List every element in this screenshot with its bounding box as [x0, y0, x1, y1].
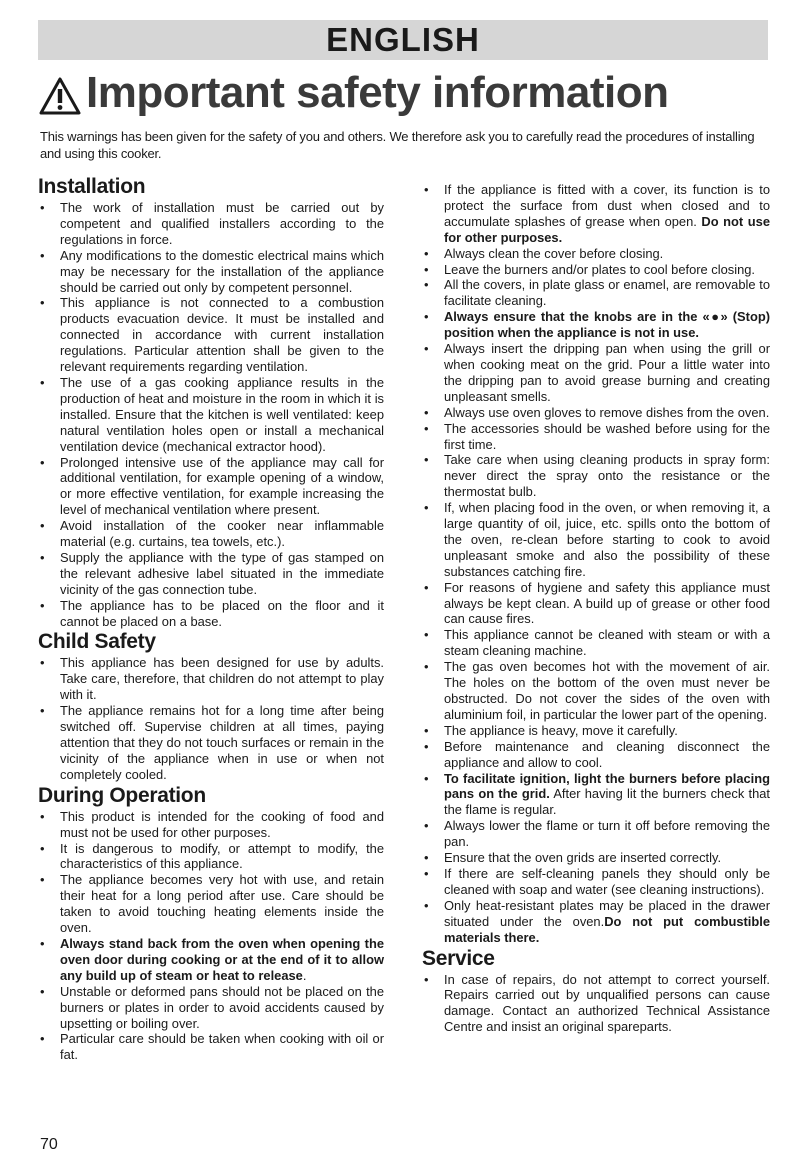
- list-item: • This appliance has been designed for use by adults. Take care, therefore, that children do not attempt to play with it.: [38, 655, 384, 703]
- list-item: • Always use oven gloves to remove dishes from the oven.: [422, 405, 770, 421]
- installation-heading: Installation: [38, 175, 146, 198]
- list-item: • Prolonged intensive use of the appliance may call for additional ventilation, for example opening of a window, or more effective ventilation, for example increasing the level of mechanical ventilation where present.: [38, 455, 384, 519]
- list-item: • Always clean the cover before closing.: [422, 246, 770, 262]
- list-item: • It is dangerous to modify, or attempt to modify, the characteristics of this appliance.: [38, 841, 384, 873]
- item-text: .: [302, 967, 307, 983]
- service-heading: Service: [422, 946, 495, 970]
- list-item: • The appliance has to be placed on the floor and it cannot be placed on a base.: [38, 598, 384, 630]
- left-column: [38, 174, 384, 1063]
- list-item: • The work of installation must be carried out by competent and qualified installers according to the regulations in force.: [38, 200, 384, 248]
- list-item: [422, 898, 770, 946]
- list-item: • All the covers, in plate glass or enamel, are removable to facilitate cleaning.: [422, 277, 770, 309]
- list-item: • Before maintenance and cleaning disconnect the appliance and allow to cool.: [422, 739, 770, 771]
- list-item: • This product is intended for the cooking of food and must not be used for other purposes.: [38, 809, 384, 841]
- list-item: • Take care when using cleaning products in spray form: never direct the spray onto the resistance or the thermostat bulb.: [422, 452, 770, 500]
- list-item: • If, when placing food in the oven, or when removing it, a large quantity of oil, juice, etc. spills onto the bottom of the oven, re-clean before starting to cook to avoid unpleasant smoke and also the possibility of these substances catching fire.: [422, 500, 770, 580]
- list-item: [422, 309, 770, 341]
- list-item: • For reasons of hygiene and safety this appliance must always be kept clean. A build up of grease or other food can cause fires.: [422, 580, 770, 628]
- service-list: [422, 972, 770, 1036]
- warning-icon: [38, 76, 82, 116]
- list-item: • In case of repairs, do not attempt to correct yourself. Repairs carried out by unqualified persons can cause damage. Contact an authorized Technical Assistance Centre and insist an original spareparts.: [422, 972, 770, 1036]
- list-item: • Supply the appliance with the type of gas stamped on the relevant adhesive label situated in the immediate vicinity of the gas connection tube.: [38, 550, 384, 598]
- during-operation-list: [38, 809, 384, 1064]
- operation-continued-list: [422, 182, 770, 946]
- list-item: • This appliance is not connected to a combustion products evacuation device. It must be installed and connected in accordance with current installation regulations. Particular attention shall be given to the relevant requirements regarding ventilation.: [38, 295, 384, 375]
- installation-list: [38, 200, 384, 629]
- bold-warning-text: Always ensure that the knobs are in the «●» (Stop) position when the appliance is not in use.: [444, 309, 770, 341]
- service-section: [422, 946, 770, 1036]
- during-operation-section: [38, 783, 384, 1064]
- list-item: • The use of a gas cooking appliance results in the production of heat and moisture in the room in which it is installed. Ensure that the kitchen is well ventilated: keep natural ventilation holes open or install a mechanical ventilation device (mechanical extractor hood).: [38, 375, 384, 455]
- child-safety-list: [38, 655, 384, 782]
- bold-warning-text: Do not use for other purposes.: [444, 213, 770, 245]
- list-item: • The gas oven becomes hot with the movement of air. The holes on the bottom of the oven must never be obstructed. Do not cover the sides of the oven with aluminium foil, in particular the lower part of the opening.: [422, 659, 770, 723]
- list-item: • Particular care should be taken when cooking with oil or fat.: [38, 1031, 384, 1063]
- language-banner: [38, 20, 768, 60]
- list-item: • The appliance is heavy, move it carefully.: [422, 723, 770, 739]
- list-item: • Unstable or deformed pans should not be placed on the burners or plates in order to avoid accidents caused by upsetting or boiling over.: [38, 984, 384, 1032]
- title-row: [38, 70, 778, 126]
- page-number: 70: [40, 1136, 58, 1153]
- item-text: After having lit the burners check that the flame is regular.: [444, 786, 771, 818]
- list-item: • Any modifications to the domestic electrical mains which may be necessary for the installation of the appliance should be carried out only by competent personnel.: [38, 248, 384, 296]
- item-text: Only heat-resistant plates may be placed in the drawer situated under the oven.: [444, 897, 770, 929]
- item-text: If the appliance is fitted with a cover, its function is to protect the surface from dust when closed and to accumulate splashes of grease when open.: [444, 182, 770, 229]
- during-operation-heading: During Operation: [38, 783, 206, 807]
- bold-warning-text: Always stand back from the oven when opening the oven door during cooking or at the end of it to allow any build up of steam or heat to release: [60, 935, 384, 983]
- list-item: [422, 182, 770, 246]
- list-item: • Avoid installation of the cooker near inflammable material (e.g. curtains, tea towels, etc.).: [38, 518, 384, 550]
- bold-warning-text: Do not put combustible materials there.: [444, 913, 770, 945]
- list-item: • Always lower the flame or turn it off before removing the pan.: [422, 818, 770, 850]
- language-label: ENGLISH: [326, 21, 480, 58]
- list-item: • The accessories should be washed before using for the first time.: [422, 421, 770, 453]
- child-safety-heading: Child Safety: [38, 630, 156, 654]
- list-item: • Ensure that the oven grids are inserted correctly.: [422, 850, 770, 866]
- list-item: • The appliance remains hot for a long time after being switched off. Supervise children at all times, paying attention that they do not touch surfaces or remain in the vicinity of the appliance when in use or when not completely cooled.: [38, 703, 384, 783]
- list-item: • Always insert the dripping pan when using the grill or when cooking meat on the grid. Pour a little water into the dripping pan to avoid grease burning and creating unpleasant smells.: [422, 341, 770, 405]
- list-item: • Leave the burners and/or plates to cool before closing.: [422, 262, 770, 278]
- child-safety-section: [38, 629, 384, 782]
- list-item: • The appliance becomes very hot with use, and retain their heat for a long period after use. Care should be taken to avoid touching heating elements inside the oven.: [38, 872, 384, 936]
- intro-paragraph: This warnings has been given for the safety of you and others. We therefore ask you to carefully read the procedures of installing and using this cooker.: [40, 129, 755, 161]
- list-item: • If there are self-cleaning panels they should only be cleaned with soap and water (see cleaning instructions).: [422, 866, 770, 898]
- list-item: [422, 771, 770, 819]
- page-title: Important safety information: [86, 68, 669, 117]
- list-item: [38, 936, 384, 984]
- right-column: [422, 182, 770, 1035]
- list-item: • This appliance cannot be cleaned with steam or with a steam cleaning machine.: [422, 627, 770, 659]
- bold-warning-text: To facilitate ignition, light the burners before placing pans on the grid.: [444, 770, 770, 802]
- installation-section: [38, 174, 384, 629]
